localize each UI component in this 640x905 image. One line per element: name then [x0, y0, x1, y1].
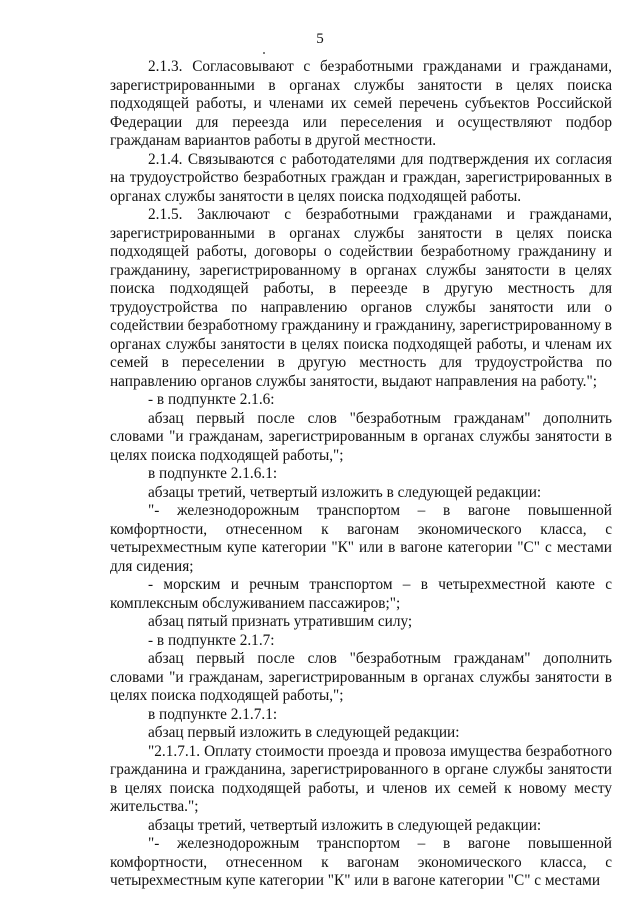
paragraph-2-1-4: 2.1.4. Связываются с работодателями для подтверждения их согласия на трудоустройство безработных граждан и граждан, зарегистрированных в органах службы занятости в целях поиска подходящей работы. [110, 150, 612, 205]
paragraph-railway-2: "- железнодорожным транспортом – в вагоне повышенной комфортности, отнесенном к вагонам экономического класса, с четырехместным купе категории "К" или в вагоне категории "С" с местами [110, 835, 612, 889]
paragraph-2-1-5: 2.1.5. Заключают с безработными гражданами и гражданами, зарегистрированными в органах службы занятости в целях поиска подходящей работы, договоры о содействии безработному гражданину и гражданину, зарегистрированному в органах службы занятости в целях поиска подходящей работы, в переезде в другую местность для трудоустройства по направлению органов службы занятости или о содействии безработному гражданину и гражданину, зарегистрированному в органах службы занятости в целях поиска подходящей работы, и членам их семей в переселении в другую местность для трудоустройства по направлению органов службы занятости, выдают направления на работу."; [110, 206, 612, 390]
paragraph-amend-third-fourth: абзацы третий, четвертый изложить в следующей редакции: [148, 816, 542, 834]
paragraph-amend-2-1-7-1-intro: абзац первый изложить в следующей редакции: [148, 724, 460, 741]
paragraph-sea-river: - морским и речным транспортом – в четырехместной каюте с комплексным обслуживанием пассажиров;"; [110, 576, 612, 612]
paragraph-subpoint-2-1-6: - в подпункте 2.1.6: [148, 391, 275, 408]
paragraph-amend-2-1-7-first: абзац первый после слов "безработным гражданам" дополнить словами "и гражданам, зарегистрированным в органах службы занятости в целях поиска подходящей работы,"; [110, 650, 612, 704]
paragraph-subpoint-2-1-7-1: в подпункте 2.1.7.1: [148, 705, 278, 723]
paragraph-subpoint-2-1-6-1: в подпункте 2.1.6.1: [148, 465, 278, 482]
document-body [110, 58, 612, 891]
paragraph-amend-2-1-6-1-intro: абзацы третий, четвертый изложить в следующей редакции: [148, 483, 542, 501]
paragraph-subpoint-2-1-7: - в подпункте 2.1.7: [148, 631, 275, 649]
paragraph-fifth-invalid: абзац пятый признать утратившим силу; [148, 613, 413, 630]
paragraph-2-1-3: 2.1.3. Согласовывают с безработными гражданами и гражданами, зарегистрированными в органах службы занятости в целях поиска подходящей работы, и членами их семей перечень субъектов Российской Федерации для переезда или переселения и осуществляют подбор гражданам вариантов работы в другой местности. [110, 58, 612, 149]
page-number: 5 [316, 31, 324, 47]
paragraph-amend-2-1-6-first: абзац первый после слов "безработным гражданам" дополнить словами "и гражданам, зарегистрированным в органах службы занятости в целях поиска подходящей работы,"; [110, 409, 612, 464]
paragraph-railway-1: "- железнодорожным транспортом – в вагоне повышенной комфортности, отнесенном к вагонам экономического класса, с четырехместным купе категории "К" или в вагоне категории "С" с местами для сидения; [110, 502, 612, 575]
scan-speck [263, 52, 265, 54]
paragraph-2-1-7-1-text: "2.1.7.1. Оплату стоимости проезда и провоза имущества безработного гражданина и гражданина, зарегистрированного в органе службы занятости в целях поиска подходящей работы, и членов их семей к новому месту жительства."; [110, 742, 612, 815]
